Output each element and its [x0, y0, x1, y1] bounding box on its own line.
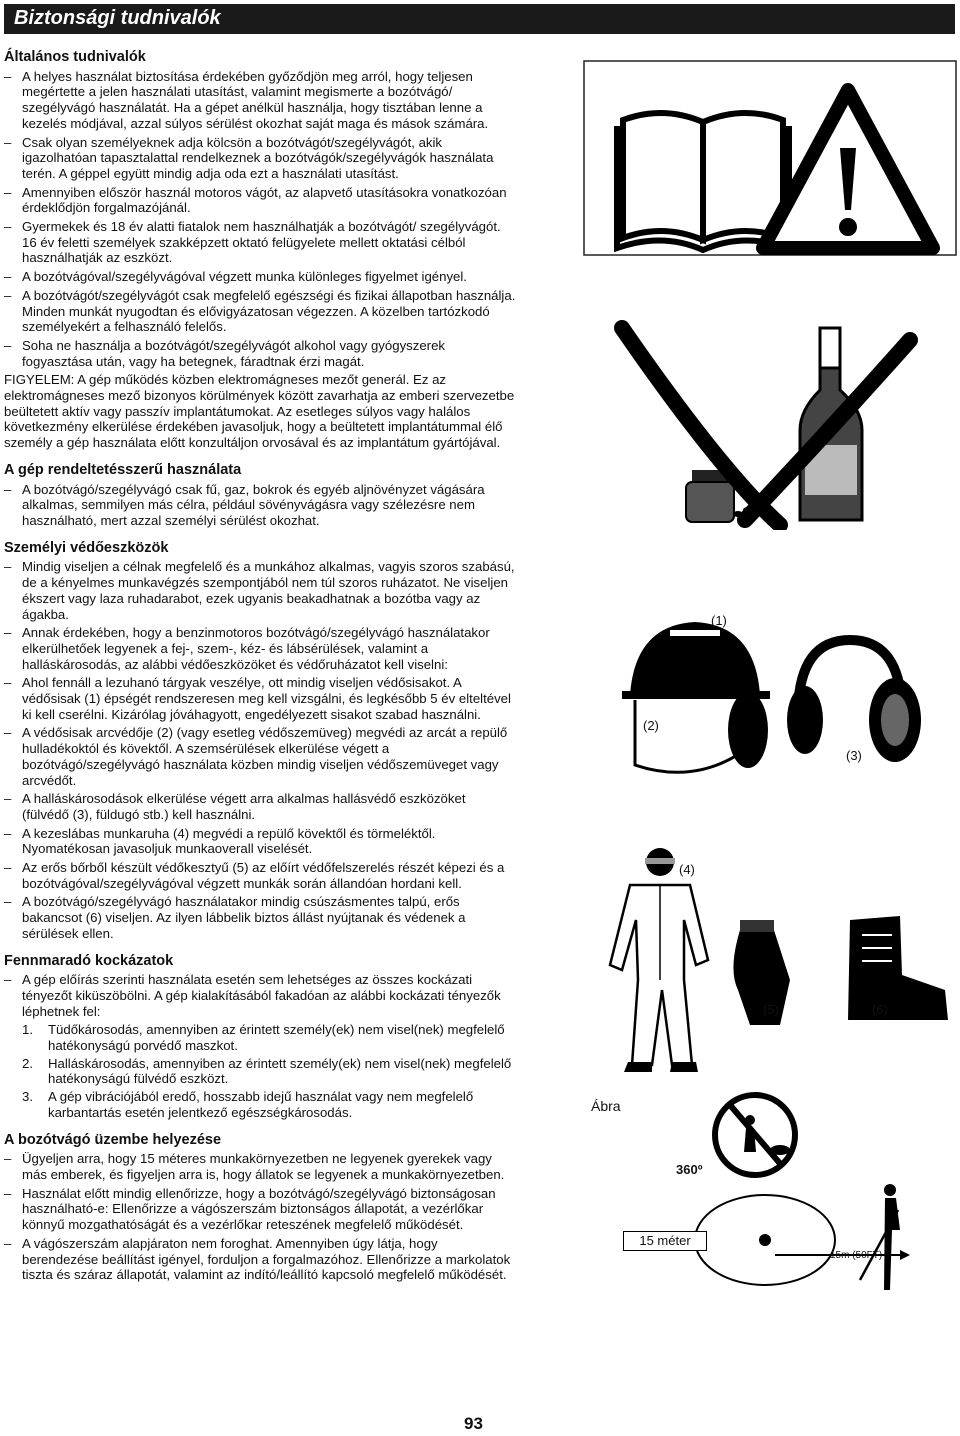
coverall-label: (4): [679, 862, 695, 877]
list-item: – Soha ne használja a bozótvágót/szegélyvágót alkohol vagy gyógyszerek fogyasztása után, vagy ha betegnek, fáradtnak érzi magát.: [4, 338, 516, 369]
glove-icon: [733, 920, 790, 1025]
ear-muffs-label: (3): [846, 748, 862, 763]
safety-distance-figure: [580, 1090, 950, 1300]
operator-icon: [860, 1184, 900, 1290]
distance-box-text: 15 méter: [639, 1233, 691, 1248]
boot-icon: [848, 916, 948, 1020]
list-item: – A bozótvágót/szegélyvágót csak megfelelő egészségi és fizikai állapotban használja. Minden munkát nyugodtan és elővigyázatosan végezzen. A közelben tartózkodó személyekért a felhasználó felelős.: [4, 288, 516, 335]
numbered-item: 2. Halláskárosodás, amennyiben az érintett személy(ek) nem visel(nek) megfelelő hatékonyságú fülvédő eszközt.: [22, 1055, 512, 1087]
worker-figure: [600, 840, 950, 1080]
heading-general: Általános tudnivalók: [4, 49, 146, 65]
text-column: [4, 40, 516, 1286]
no-people-animals-icon: [715, 1095, 795, 1175]
boot-label: (6): [872, 1002, 888, 1017]
list-item: – A védősisak arcvédője (2) (vagy esetleg védőszemüveg) megvédi az arcát a repülő hulladékoktól és kövektől. A szemsérülések elkerülése végett a bozótvágó/szegélyvágó használata közben mindig viseljen védőszemüveget vagy arcvédőt.: [4, 725, 516, 788]
distance-small-label: 15m (50FT): [830, 1250, 883, 1261]
warning-paragraph: FIGYELEM: A gép működés közben elektromágneses mezőt generál. Ez az elektromágneses mező bizonyos körülmények között zavarhatja az emberi szervezetbe beültetett aktív vagy passzív implantátumokat. Az esetleges súlyos vagy halálos következmény elkerülése érdekében javasoljuk, hogy a beültetett implantátummal élő személy a gép használata előtt konzultáljon orvosával és az implantátum gyártójával.: [4, 372, 515, 451]
worker-coverall-icon: [610, 848, 708, 1072]
list-item: – A gép előírás szerinti használata esetén sem lehetséges az összes kockázati tényezőt kiküszöbölni. A gép kialakításából fakadóan az alábbi kockázati tényezők léphetnek fel:: [4, 972, 516, 1019]
cutting-circle-icon: [695, 1195, 835, 1285]
glove-label: (5): [763, 1002, 779, 1017]
list-item: – Ahol fennáll a lezuhanó tárgyak veszélye, ott mindig viseljen védősisakot. A védősisak (1) épségét rendszeresen meg kell vizsgálni, és legkésőbb 5 év elteltével ki kell cserélni. Kizárólag jóváhagyott, engedélyezett sisakot szabad használni.: [4, 675, 516, 722]
heading-residual-risks: Fennmaradó kockázatok: [4, 952, 174, 969]
section-title: Biztonsági tudnivalók: [14, 7, 221, 29]
list-item: – A bozótvágó/szegélyvágó használatakor mindig csúszásmentes talpú, erős bakancsot (6) viseljen. Az ilyen lábbelik biztos állást nyújtanak és védenek a sérülések ellen.: [4, 894, 516, 941]
list-item: – A halláskárosodások elkerülése végett arra alkalmas hallásvédő eszközöket (fülvédő (3), füldugó stb.) kell használni.: [4, 791, 516, 822]
page-number: 93: [464, 1414, 483, 1433]
numbered-item: 3. A gép vibrációjából eredő, hosszabb idejű használat vagy nem megfelelő karbantartás esetén jelentkező egészségkárosodás.: [22, 1089, 474, 1120]
no-alcohol-figure: [600, 320, 930, 530]
list-item: – A helyes használat biztosítása érdekében győződjön meg arról, hogy teljesen megértette a jelen használati utasítást, valamint megismerte a bozótvágó/ szegélyvágó használatát. Ha a gépet anélkül használja, hogy tisztában lenne a kezelés módjával, azzal súlyos sérülést okozhat saját maga és mások számára.: [4, 69, 516, 132]
list-item: – Annak érdekében, hogy a benzinmotoros bozótvágó/szegélyvágó használatakor elkerülhetőek legyenek a fej-, szem-, kéz- és lábsérülések, valamint a halláskárosodás, az alábbi védőeszközöket és védőruházatot kell viselni:: [4, 625, 516, 672]
helmet-figure: [600, 600, 930, 800]
list-item: – Mindig viseljen a célnak megfelelő és a munkához alkalmas, vagyis szoros szabású, de a kényelmes munkavégzés szempontjából nem túl szoros ruházatot. Ne viseljen ékszert vagy laza ruhadarabot, ezek ugyanis beakadhatnak a bozótba vagy az ágakba.: [4, 559, 516, 622]
list-item: – Csak olyan személyeknek adja kölcsön a bozótvágót/szegélyvágót, akik igazolhatóan tapasztalattal rendelkeznek a bozótvágók/szegélyvágók használata terén. A géppel együtt mindig adja oda ezt a használati utasítást.: [4, 135, 516, 182]
list-item: – A kezeslábas munkaruha (4) megvédi a repülő kövektől és törmeléktől. Nyomatékosan javasoljuk munkaoverall viselését.: [4, 826, 516, 857]
list-item: – A bozótvágóval/szegélyvágóval végzett munka különleges figyelmet igényel.: [4, 269, 516, 285]
general-list: [4, 69, 516, 370]
figure-label: Ábra: [591, 1098, 621, 1114]
residual-numbered-list: [4, 1022, 516, 1120]
list-item: – Gyermekek és 18 év alatti fiatalok nem használhatják a bozótvágót/ szegélyvágót. 16 év feletti személyek szakképzett oktató felügyelete mellett oktatási célból használhatják az eszközt.: [4, 219, 516, 266]
heading-ppe: Személyi védőeszközök: [4, 539, 169, 556]
visor-label: (2): [643, 718, 659, 733]
list-item: – Amennyiben először használ motoros vágót, az alapvető utasításokra vonatkozóan érdeklődjön forgalmazójánál.: [4, 185, 516, 216]
section-header-bar: [4, 4, 955, 34]
manual-warning-figure: [583, 60, 957, 256]
open-book-icon: [617, 113, 789, 250]
distance-box: [623, 1231, 707, 1251]
list-item: – Ügyeljen arra, hogy 15 méteres munkakörnyezetben ne legyenek gyerekek vagy más emberek, és figyeljen arra is, hogy állatok se legyenek a munkakörnyezetben.: [4, 1151, 516, 1182]
ppe-list: [4, 559, 516, 941]
safety-helmet-icon: [622, 622, 770, 772]
angle-label: 360º: [676, 1162, 703, 1177]
ear-muffs-icon: [787, 640, 921, 762]
list-item: – A vágószerszám alapjáraton nem foroghat. Amennyiben úgy látja, hogy berendezése beállítást igényel, forduljon a forgalmazóhoz. Ellenőrizze a markolatok tiszta és száraz állapotát, valamint az indító/leállító kapcsoló megfelelő működését.: [4, 1236, 516, 1283]
list-item: – A bozótvágó/szegélyvágó csak fű, gaz, bokrok és egyéb aljnövényzet vágására alkalmas, semmilyen más célra, például sövényvágásra vagy szélezésre nem használható, mert azzal személyi sérülést okozhat.: [4, 482, 516, 529]
cross-out-icon: [622, 328, 910, 525]
residual-list: [4, 972, 516, 1019]
startup-list: [4, 1151, 516, 1283]
heading-startup: A bozótvágó üzembe helyezése: [4, 1131, 222, 1148]
intended-use-list: [4, 482, 516, 529]
numbered-item: 1. Tüdőkárosodás, amennyiben az érintett személy(ek) nem visel(nek) megfelelő hatékonyságú porvédő maszkot.: [22, 1022, 505, 1054]
list-item: – Az erős bőrből készült védőkesztyű (5) az előírt védőfelszerelés részét képezi és a bozótvágóval/szegélyvágóval végzett munkák során állandóan hordani kell.: [4, 860, 516, 891]
list-item: – Használat előtt mindig ellenőrizze, hogy a bozótvágó/szegélyvágó biztonságosan használható-e: Ellenőrizze a vágószerszám biztonságos állapotát, a vezérlőkar könnyű mozgathatóságát és a vezérlőkar reteszének megfelelő működését.: [4, 1186, 516, 1233]
heading-intended-use: A gép rendeltetésszerű használata: [4, 461, 242, 478]
helmet-label: (1): [711, 613, 727, 628]
